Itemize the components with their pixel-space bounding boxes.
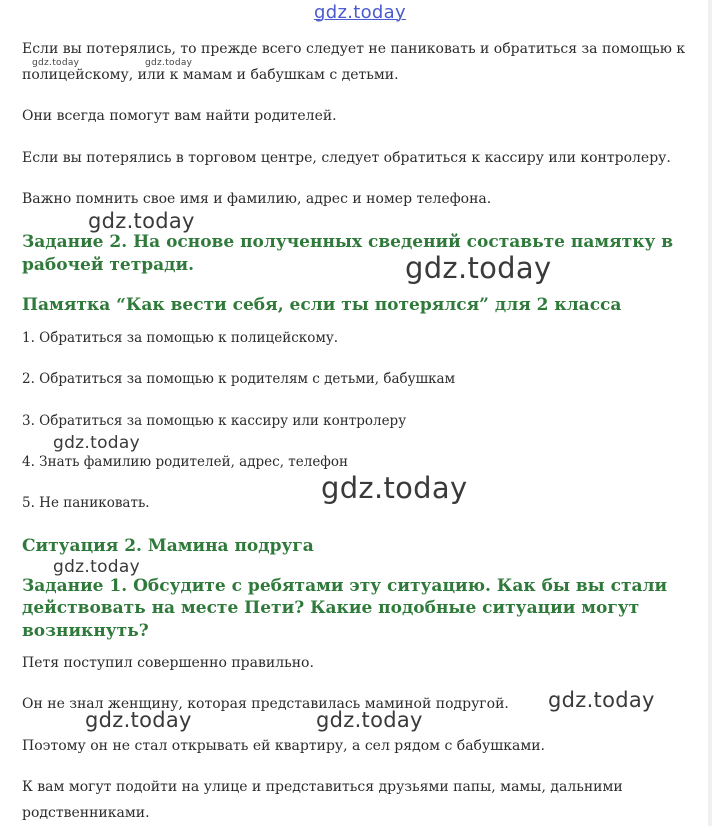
situation2-task1-line3: возникнуть?: [22, 621, 149, 641]
memo-item-1: 1. Обратиться за помощью к полицейскому.: [22, 330, 339, 346]
situation2-paragraph-3: Поэтому он не стал открывать ей квартиру, а сел рядом с бабушками.: [22, 738, 546, 754]
watermark-2: gdz.today: [405, 251, 552, 285]
watermark-5: gdz.today: [53, 557, 140, 577]
situation2-paragraph-2: Он не знал женщину, которая представилась маминой подругой.: [22, 696, 509, 712]
watermark-tiny-2: gdz.today: [145, 58, 193, 68]
watermark-tiny-1: gdz.today: [32, 58, 80, 68]
paragraph-mall: Если вы потерялись в торговом центре, следует обратиться к кассиру или контролеру.: [22, 150, 671, 166]
paragraph-lost-2: полицейскому, или к мамам и бабушкам с детьми.: [22, 67, 399, 83]
memo-item-4: 4. Знать фамилию родителей, адрес, телефон: [22, 454, 349, 470]
paragraph-help-parents: Они всегда помогут вам найти родителей.: [22, 108, 337, 124]
watermark-top: gdz.today: [314, 2, 406, 23]
right-edge-strip: [708, 0, 712, 826]
task2-heading-line1: Задание 2. На основе полученных сведений составьте памятку в: [22, 232, 674, 252]
memo-item-2: 2. Обратиться за помощью к родителям с детьми, бабушкам: [22, 371, 456, 387]
situation2-title: Ситуация 2. Мамина подруга: [22, 536, 314, 556]
memo-title: Памятка “Как вести себя, если ты потерялся” для 2 класса: [22, 295, 622, 315]
situation2-paragraph-4: К вам могут подойти на улице и представиться друзьями папы, мамы, дальними: [22, 779, 623, 795]
paragraph-remember: Важно помнить свое имя и фамилию, адрес и номер телефона.: [22, 191, 492, 207]
situation2-task1-line2: действовать на месте Пети? Какие подобные ситуации могут: [22, 598, 640, 618]
watermark-4: gdz.today: [321, 471, 468, 505]
paragraph-lost-1: Если вы потерялись, то прежде всего следует не паниковать и обратиться за помощью к: [22, 41, 686, 57]
watermark-7: gdz.today: [85, 708, 192, 732]
memo-item-3: 3. Обратиться за помощью к кассиру или контролеру: [22, 413, 407, 429]
watermark-8: gdz.today: [316, 708, 423, 732]
situation2-task1-line1: Задание 1. Обсудите с ребятами эту ситуацию. Как бы вы стали: [22, 576, 668, 596]
watermark-3: gdz.today: [53, 433, 140, 453]
memo-item-5: 5. Не паниковать.: [22, 495, 150, 511]
watermark-6: gdz.today: [548, 688, 655, 712]
watermark-1: gdz.today: [88, 209, 195, 233]
task2-heading-line2: рабочей тетради.: [22, 255, 195, 275]
situation2-paragraph-5: родственниками.: [22, 805, 150, 821]
situation2-paragraph-1: Петя поступил совершенно правильно.: [22, 655, 314, 671]
